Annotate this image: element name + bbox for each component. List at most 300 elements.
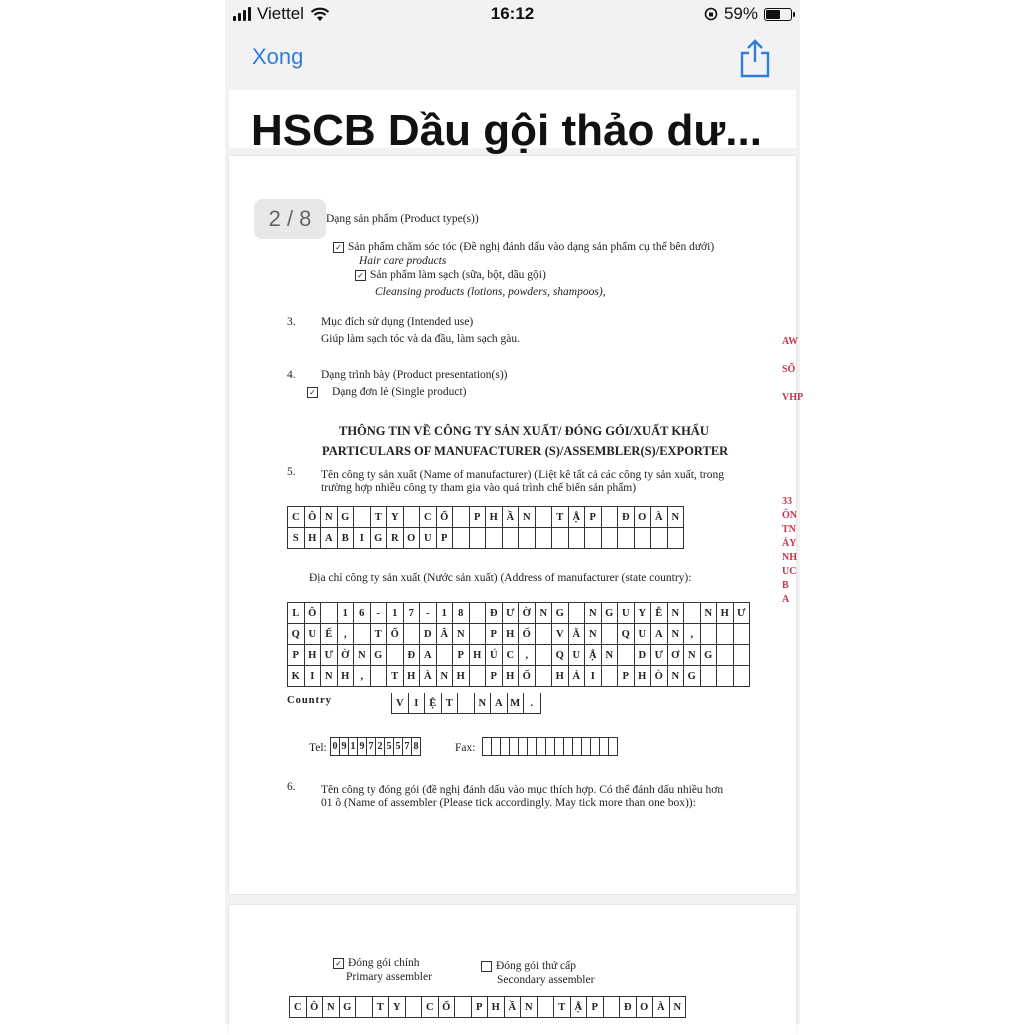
address-cell: U	[635, 624, 652, 645]
checkbox-empty-icon	[481, 961, 492, 972]
address-cell: N	[668, 624, 685, 645]
address-cell: ,	[519, 645, 536, 666]
document-title-card	[229, 90, 796, 155]
manufacturer-cell: R	[387, 528, 404, 549]
section-3-text: Giúp làm sạch tóc và da đầu, làm sạch gàu.	[321, 333, 520, 345]
address-cell: 7	[404, 603, 421, 624]
manufacturer-cell: A	[321, 528, 338, 549]
assembler-cell: Ầ	[505, 997, 522, 1018]
manufacturer-cell: Ậ	[569, 507, 586, 528]
manufacturer-cell	[651, 528, 668, 549]
manufacturer-cell	[536, 528, 553, 549]
manufacturer-cell: N	[519, 507, 536, 528]
manufacturer-cell: Ổ	[437, 507, 454, 528]
tel-digit: 9	[340, 738, 349, 756]
address-cell: Ế	[321, 624, 338, 645]
manufacturer-cell: B	[338, 528, 355, 549]
fax-digit	[600, 738, 609, 756]
hair-care-option	[333, 241, 714, 253]
assembler-cell: À	[653, 997, 670, 1018]
address-cell: Ố	[519, 666, 536, 687]
address-cell	[354, 624, 371, 645]
assembler-cell: N	[670, 997, 687, 1018]
hair-care-label: Sản phẩm chăm sóc tóc (Đề nghị đánh dấu vào dạng sản phẩm cụ thể bên dưới)	[348, 241, 715, 253]
document-page-next[interactable]	[229, 905, 796, 1035]
address-cell: D	[635, 645, 652, 666]
fax-digit	[492, 738, 501, 756]
address-cell	[470, 624, 487, 645]
address-cell	[569, 603, 586, 624]
stamp-text: A	[782, 594, 790, 605]
address-cell: C	[503, 645, 520, 666]
orientation-lock-icon	[704, 7, 718, 21]
manufacturer-cell: G	[338, 507, 355, 528]
address-cell: P	[486, 624, 503, 645]
address-cell: H	[503, 666, 520, 687]
address-cell: N	[684, 645, 701, 666]
address-cell: N	[321, 666, 338, 687]
manufacturer-cell: O	[404, 528, 421, 549]
single-product-label: Dạng đơn lẻ (Single product)	[332, 386, 467, 398]
manufacturer-grid	[287, 506, 684, 549]
address-cell: Ố	[519, 624, 536, 645]
section-6-line1: Tên công ty đóng gói (đề nghị đánh dấu vào mục thích hợp. Có thể đánh dấu nhiều hơn	[321, 784, 724, 796]
address-cell: Ư	[651, 645, 668, 666]
assembler-cell: Ổ	[439, 997, 456, 1018]
address-cell	[470, 666, 487, 687]
stamp-text	[782, 350, 796, 364]
section-3-title: Mục đích sử dụng (Intended use)	[321, 316, 474, 328]
address-cell: U	[618, 603, 635, 624]
address-cell: H	[503, 624, 520, 645]
address-cell: G	[371, 645, 388, 666]
fax-digit	[591, 738, 600, 756]
assembler-cell: T	[373, 997, 390, 1018]
nav-bar	[225, 30, 800, 88]
address-cell: Ú	[486, 645, 503, 666]
address-cell: Ă	[569, 624, 586, 645]
tel-grid	[330, 737, 421, 756]
address-label: Địa chỉ công ty sản xuất (Nước sản xuất) (Address of manufacturer (state country):	[309, 572, 692, 584]
address-cell: N	[668, 666, 685, 687]
address-cell: Ò	[651, 666, 668, 687]
fax-digit	[564, 738, 573, 756]
assembler-cell	[406, 997, 423, 1018]
address-cell: N	[602, 645, 619, 666]
address-cell: G	[701, 645, 718, 666]
fax-digit	[555, 738, 564, 756]
address-cell: P	[288, 645, 305, 666]
address-cell: -	[371, 603, 388, 624]
address-cell: Đ	[404, 645, 421, 666]
address-row	[288, 645, 750, 666]
manufacturer-cell: T	[552, 507, 569, 528]
checkbox-checked-icon: ✓	[333, 242, 344, 253]
country-row	[392, 693, 541, 714]
tel-digit: 7	[403, 738, 412, 756]
address-cell: A	[420, 645, 437, 666]
assembler-cell: N	[521, 997, 538, 1018]
assembler-cell	[538, 997, 555, 1018]
tel-digit: 1	[349, 738, 358, 756]
address-cell: -	[420, 603, 437, 624]
checkbox-checked-icon: ✓	[333, 958, 344, 969]
manufacturer-cell	[453, 507, 470, 528]
tel-digit: 5	[385, 738, 394, 756]
manufacturer-cell	[635, 528, 652, 549]
manufacturer-cell: S	[288, 528, 305, 549]
country-cell: M	[508, 693, 525, 714]
address-cell: U	[569, 645, 586, 666]
manufacturer-cell	[569, 528, 586, 549]
address-cell	[404, 624, 421, 645]
address-cell: L	[288, 603, 305, 624]
fax-digit	[519, 738, 528, 756]
assembler-cell: C	[422, 997, 439, 1018]
country-cell: Ệ	[425, 693, 442, 714]
manufacturer-cell	[503, 528, 520, 549]
manufacturer-cell: N	[668, 507, 685, 528]
address-cell: G	[684, 666, 701, 687]
address-cell: Ơ	[668, 645, 685, 666]
fax-digit	[501, 738, 510, 756]
assembler-cell: C	[290, 997, 307, 1018]
stamp-mark-bottom	[782, 496, 796, 608]
manufacturer-cell	[602, 507, 619, 528]
heading-vi: THÔNG TIN VỀ CÔNG TY SẢN XUẤT/ ĐÓNG GÓI/XUẤT KHẨU	[339, 424, 709, 438]
address-cell: H	[635, 666, 652, 687]
address-cell: H	[404, 666, 421, 687]
country-cell: V	[392, 693, 409, 714]
assembler-cell: O	[637, 997, 654, 1018]
status-bar	[225, 0, 800, 30]
manufacturer-cell	[618, 528, 635, 549]
address-cell	[371, 666, 388, 687]
primary-assembler-label: Đóng gói chính	[348, 957, 420, 969]
primary-assembler-en: Primary assembler	[346, 971, 432, 983]
address-cell: H	[338, 666, 355, 687]
country-label: Country	[287, 695, 332, 706]
manufacturer-cell	[354, 507, 371, 528]
tel-digit: 9	[358, 738, 367, 756]
stamp-text: SỔ	[782, 364, 796, 375]
country-cell: .	[524, 693, 541, 714]
address-cell	[536, 624, 553, 645]
address-cell: ,	[684, 624, 701, 645]
assembler-cell: T	[554, 997, 571, 1018]
secondary-assembler-label: Đóng gói thứ cấp	[496, 960, 577, 972]
address-cell: Ả	[569, 666, 586, 687]
primary-assembler-option	[333, 957, 420, 969]
battery-percent: 59%	[723, 4, 758, 23]
address-cell: N	[701, 603, 718, 624]
address-cell: Q	[552, 645, 569, 666]
manufacturer-cell: G	[371, 528, 388, 549]
section-5-line2: trường hợp nhiều công ty tham gia vào quá trình chế biến sản phẩm)	[321, 482, 637, 494]
manufacturer-cell	[470, 528, 487, 549]
fax-digit	[510, 738, 519, 756]
address-cell: P	[486, 666, 503, 687]
secondary-assembler-en: Secondary assembler	[497, 974, 595, 986]
address-cell: 8	[453, 603, 470, 624]
address-cell: Ổ	[387, 624, 404, 645]
address-cell: 1	[387, 603, 404, 624]
manufacturer-cell	[536, 507, 553, 528]
address-cell: Đ	[486, 603, 503, 624]
address-cell: Ư	[321, 645, 338, 666]
stamp-text: 33	[782, 496, 792, 507]
manufacturer-cell: O	[635, 507, 652, 528]
assembler-cell: Đ	[620, 997, 637, 1018]
country-cell: N	[475, 693, 492, 714]
fax-digit	[573, 738, 582, 756]
address-cell	[437, 645, 454, 666]
address-cell	[470, 603, 487, 624]
fax-grid	[482, 737, 618, 756]
section-5-line1: Tên công ty sản xuất (Name of manufacturer) (Liệt kê tất cả các công ty sản xuất, trong	[321, 469, 724, 481]
address-grid	[287, 602, 750, 687]
address-cell	[734, 645, 751, 666]
address-cell	[536, 666, 553, 687]
manufacturer-cell: Ầ	[503, 507, 520, 528]
tel-digit: 2	[376, 738, 385, 756]
address-cell: N	[453, 624, 470, 645]
country-cell	[458, 693, 475, 714]
address-cell: N	[536, 603, 553, 624]
manufacturer-cell: P	[470, 507, 487, 528]
manufacturer-row	[288, 528, 684, 549]
stamp-text: UC	[782, 566, 797, 577]
section-6-line2: 01 ô (Name of assembler (Please tick accordingly. May tick more than one box)):	[321, 797, 696, 809]
address-cell	[536, 645, 553, 666]
manufacturer-cell	[668, 528, 685, 549]
single-product-option	[307, 386, 466, 398]
address-cell	[321, 603, 338, 624]
address-cell: Ô	[305, 603, 322, 624]
address-row	[288, 624, 750, 645]
assembler-cell	[604, 997, 621, 1018]
manufacturer-cell	[486, 528, 503, 549]
manufacturer-cell: À	[651, 507, 668, 528]
manufacturer-cell: Ô	[305, 507, 322, 528]
assembler-cell	[455, 997, 472, 1018]
assembler-grid	[289, 996, 686, 1018]
address-cell: G	[602, 603, 619, 624]
manufacturer-cell: T	[371, 507, 388, 528]
stamp-text: B	[782, 580, 789, 591]
address-cell	[701, 624, 718, 645]
address-cell	[618, 645, 635, 666]
manufacturer-cell: C	[288, 507, 305, 528]
address-cell: ,	[338, 624, 355, 645]
address-cell: Ễ	[651, 603, 668, 624]
address-cell: G	[552, 603, 569, 624]
manufacturer-cell: H	[305, 528, 322, 549]
manufacturer-cell: U	[420, 528, 437, 549]
address-cell: N	[668, 603, 685, 624]
address-cell: Ờ	[519, 603, 536, 624]
country-grid	[391, 693, 541, 714]
assembler-cell: P	[587, 997, 604, 1018]
page-indicator: 2 / 8	[254, 199, 326, 239]
manufacturer-cell	[404, 507, 421, 528]
address-cell: N	[354, 645, 371, 666]
address-cell: A	[651, 624, 668, 645]
stamp-text: TN	[782, 524, 796, 535]
hair-care-en: Hair care products	[359, 255, 447, 267]
address-cell	[701, 666, 718, 687]
document-page[interactable]	[229, 156, 804, 894]
manufacturer-cell	[602, 528, 619, 549]
address-cell: H	[470, 645, 487, 666]
address-row	[288, 603, 750, 624]
manufacturer-cell: P	[437, 528, 454, 549]
assembler-cell: Y	[389, 997, 406, 1018]
address-cell: Ậ	[585, 645, 602, 666]
manufacturer-cell	[552, 528, 569, 549]
fax-digit	[537, 738, 546, 756]
address-cell: P	[618, 666, 635, 687]
address-cell: V	[552, 624, 569, 645]
tel-label: Tel:	[309, 742, 327, 754]
manufacturer-cell: Đ	[618, 507, 635, 528]
fax-digit	[609, 738, 618, 756]
manufacturer-cell	[585, 528, 602, 549]
assembler-row	[290, 997, 686, 1018]
fax-label: Fax:	[455, 742, 476, 754]
address-cell: P	[453, 645, 470, 666]
address-row	[288, 666, 750, 687]
manufacturer-cell: N	[321, 507, 338, 528]
section-3-number: 3.	[287, 316, 296, 328]
address-cell: N	[585, 603, 602, 624]
assembler-cell: Ậ	[571, 997, 588, 1018]
address-cell: Q	[288, 624, 305, 645]
assembler-cell	[356, 997, 373, 1018]
address-cell: H	[552, 666, 569, 687]
address-cell: U	[305, 624, 322, 645]
manufacturer-cell	[453, 528, 470, 549]
address-cell: 6	[354, 603, 371, 624]
address-cell: H	[305, 645, 322, 666]
manufacturer-cell: H	[486, 507, 503, 528]
stamp-mark-top	[782, 336, 804, 406]
cleansing-option	[355, 269, 546, 281]
address-cell: À	[420, 666, 437, 687]
manufacturer-cell: Y	[387, 507, 404, 528]
address-cell: ,	[354, 666, 371, 687]
country-cell: I	[409, 693, 426, 714]
address-cell	[717, 666, 734, 687]
address-cell	[734, 666, 751, 687]
address-cell	[602, 666, 619, 687]
address-cell: Ư	[734, 603, 751, 624]
manufacturer-cell	[519, 528, 536, 549]
battery-info	[704, 4, 792, 24]
address-cell: Â	[437, 624, 454, 645]
battery-icon	[764, 8, 792, 21]
address-cell: Q	[618, 624, 635, 645]
fax-digit	[582, 738, 591, 756]
tel-digit: 7	[367, 738, 376, 756]
country-cell: A	[491, 693, 508, 714]
manufacturer-row	[288, 507, 684, 528]
stamp-text: AW	[782, 336, 799, 347]
address-cell: 1	[437, 603, 454, 624]
section-5-number: 5.	[287, 466, 296, 478]
assembler-cell: P	[472, 997, 489, 1018]
clock: 16:12	[490, 4, 535, 23]
stamp-text: ÁY	[782, 538, 797, 549]
manufacturer-cell: P	[585, 507, 602, 528]
manufacturer-cell: I	[354, 528, 371, 549]
address-cell: N	[437, 666, 454, 687]
document-title: HSCB Dầu gội thảo dư...	[251, 106, 762, 155]
stamp-text: NH	[782, 552, 797, 563]
country-cell: T	[442, 693, 459, 714]
assembler-cell: N	[323, 997, 340, 1018]
address-cell	[717, 624, 734, 645]
stamp-text	[782, 378, 796, 392]
address-cell	[602, 624, 619, 645]
phone-screen	[225, 0, 804, 1024]
address-cell: N	[585, 624, 602, 645]
cleansing-en: Cleansing products (lotions, powders, shampoos),	[375, 286, 606, 298]
cleansing-label: Sản phẩm làm sạch (sữa, bột, dầu gội)	[370, 269, 546, 281]
section-4-number: 4.	[287, 369, 296, 381]
share-icon[interactable]	[738, 38, 772, 78]
address-cell: D	[420, 624, 437, 645]
assembler-cell: Ô	[307, 997, 324, 1018]
tel-digit: 8	[412, 738, 421, 756]
address-cell: Ờ	[338, 645, 355, 666]
address-cell: H	[453, 666, 470, 687]
checkbox-checked-icon: ✓	[355, 270, 366, 281]
assembler-cell: G	[340, 997, 357, 1018]
tel-digit: 5	[394, 738, 403, 756]
address-cell: Y	[635, 603, 652, 624]
address-cell	[684, 603, 701, 624]
stamp-text: ÔN	[782, 510, 797, 521]
address-cell	[387, 645, 404, 666]
address-cell: I	[305, 666, 322, 687]
assembler-cell: H	[488, 997, 505, 1018]
fax-digit	[528, 738, 537, 756]
address-cell: H	[717, 603, 734, 624]
stamp-text: VHP	[782, 392, 804, 403]
fax-digit	[546, 738, 555, 756]
address-cell: I	[585, 666, 602, 687]
address-cell	[717, 645, 734, 666]
carrier-name: Viettel	[257, 4, 304, 23]
done-button[interactable]: Xong	[252, 44, 304, 69]
address-cell: Ư	[503, 603, 520, 624]
tel-digit: 0	[331, 738, 340, 756]
address-cell: T	[387, 666, 404, 687]
manufacturer-cell: C	[420, 507, 437, 528]
checkbox-checked-icon: ✓	[307, 387, 318, 398]
address-cell: K	[288, 666, 305, 687]
heading-en: PARTICULARS OF MANUFACTURER (S)/ASSEMBLER(S)/EXPORTER	[322, 444, 729, 458]
product-type-label: Dạng sản phẩm (Product type(s))	[326, 213, 479, 225]
secondary-assembler-option	[481, 960, 576, 972]
section-6-number: 6.	[287, 781, 296, 793]
section-4-title: Dạng trình bày (Product presentation(s))	[321, 369, 508, 381]
fax-digit	[483, 738, 492, 756]
address-cell: 1	[338, 603, 355, 624]
address-cell: T	[371, 624, 388, 645]
address-cell	[734, 624, 751, 645]
